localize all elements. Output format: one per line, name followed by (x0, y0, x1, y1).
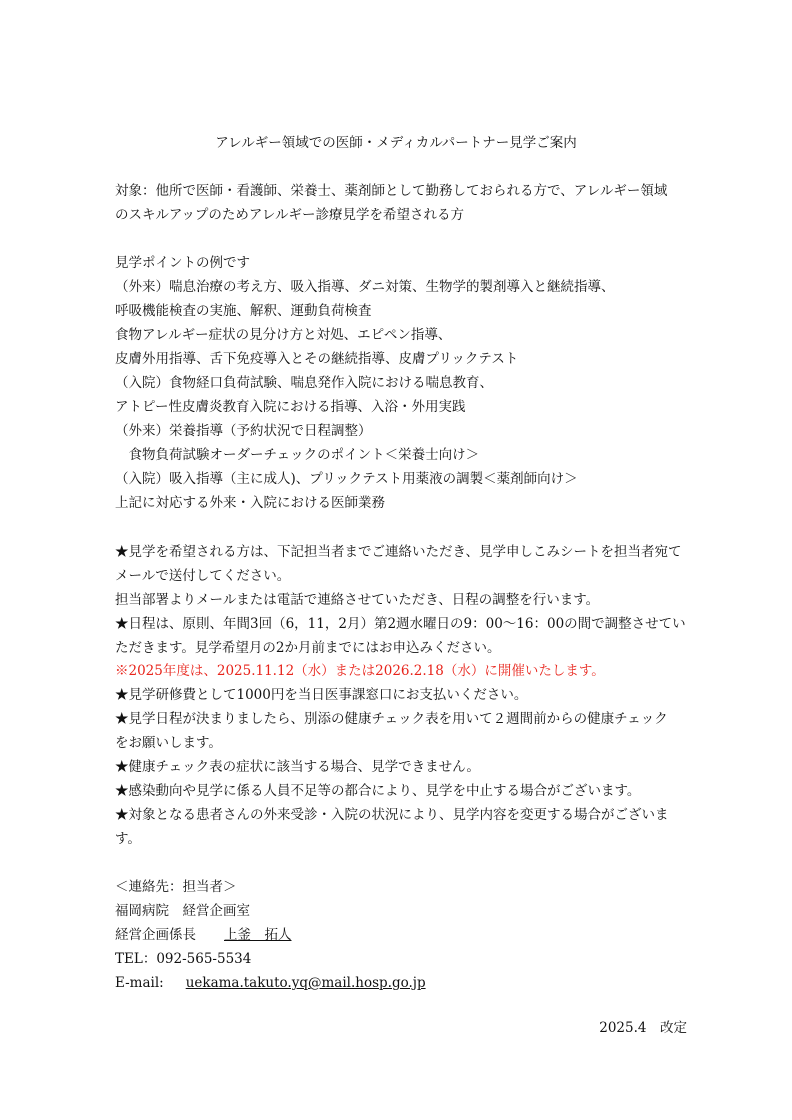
page-title: アレルギー領域での医師・メディカルパートナー見学ご案内 (215, 135, 577, 151)
contact-tel: TEL：092-565-5534 (115, 951, 252, 967)
note-line: をお願いします。 (115, 735, 222, 751)
contact-heading: ＜連絡先：担当者＞ (115, 879, 237, 895)
contact-role: 経営企画係長 (115, 927, 196, 943)
point-item: （外来）喘息治療の考え方、吸入指導、ダニ対策、生物学的製剤導入と継続指導、 (115, 279, 615, 295)
points-heading: 見学ポイントの例です (115, 255, 250, 271)
point-item: 呼吸機能検査の実施、解釈、運動負荷検査 (115, 303, 372, 319)
contact-role-row (115, 925, 294, 945)
point-item: アトピー性皮膚炎教育入院における指導、入浴・外用実践 (115, 399, 466, 415)
point-item: （外来）栄養指導（予約状況で日程調整） (115, 423, 372, 439)
note-line: ★感染動向や見学に係る人員不足等の都合により、見学を中止する場合がございます。 (115, 783, 641, 799)
note-line: ★健康チェック表の症状に該当する場合、見学できません。 (115, 759, 480, 775)
contact-org: 福岡病院 経営企画室 (115, 903, 250, 919)
note-line: ★見学を希望される方は、下記担当者までご連絡いただき、見学申しこみシートを担当者宛て (115, 544, 682, 560)
note-line: ★対象となる患者さんの外来受診・入院の状況により、見学内容を変更する場合がございま (115, 807, 669, 823)
contact-email-label: E-mail: (115, 975, 164, 991)
point-item: 皮膚外用指導、舌下免疫導入とその継続指導、皮膚プリックテスト (115, 351, 519, 367)
contact-email-link[interactable]: uekama.takuto.yq@mail.hosp.go.jp (185, 975, 426, 991)
schedule-notice: ※2025年度は、2025.11.12（水）または2026.2.18（水）に開催いたします。 (115, 663, 605, 679)
contact-email-row (115, 973, 426, 993)
contact-name: 上釜 拓人 (224, 927, 292, 943)
note-line: ★日程は、原則、年間3回（6，11，2月）第2週水曜日の9：00～16：00の間で調整させてい (115, 616, 686, 632)
target-line-1: 対象：他所で医師・看護師、栄養士、薬剤師として勤務しておられる方で、アレルギー領域 (115, 183, 668, 199)
note-line: 担当部署よりメールまたは電話で連絡させていただき、日程の調整を行います。 (115, 592, 600, 608)
note-line: ★見学研修費として1000円を当日医事課窓口にお支払いください。 (115, 687, 528, 703)
revision-date: 2025.4 改定 (599, 1020, 687, 1036)
target-line-2: のスキルアップのためアレルギー診療見学を希望される方 (115, 207, 465, 223)
note-line: す。 (115, 831, 141, 847)
point-item: （入院）吸入指導（主に成人)、プリックテスト用薬液の調製＜薬剤師向け＞ (115, 471, 578, 487)
point-item: 食物負荷試験オーダーチェックのポイント＜栄養士向け＞ (115, 447, 480, 463)
point-item: 上記に対応する外来・入院における医師業務 (115, 495, 385, 511)
note-line: ただきます。見学希望月の2か月前までにはお申込みください。 (115, 640, 501, 656)
note-line: メールで送付してください。 (115, 568, 291, 584)
point-item: 食物アレルギー症状の見分け方と対処、エピペン指導、 (115, 327, 452, 343)
point-item: （入院）食物経口負荷試験、喘息発作入院における喘息教育、 (115, 375, 493, 391)
note-line: ★見学日程が決まりましたら、別添の健康チェック表を用いて２週間前からの健康チェック (115, 711, 668, 727)
